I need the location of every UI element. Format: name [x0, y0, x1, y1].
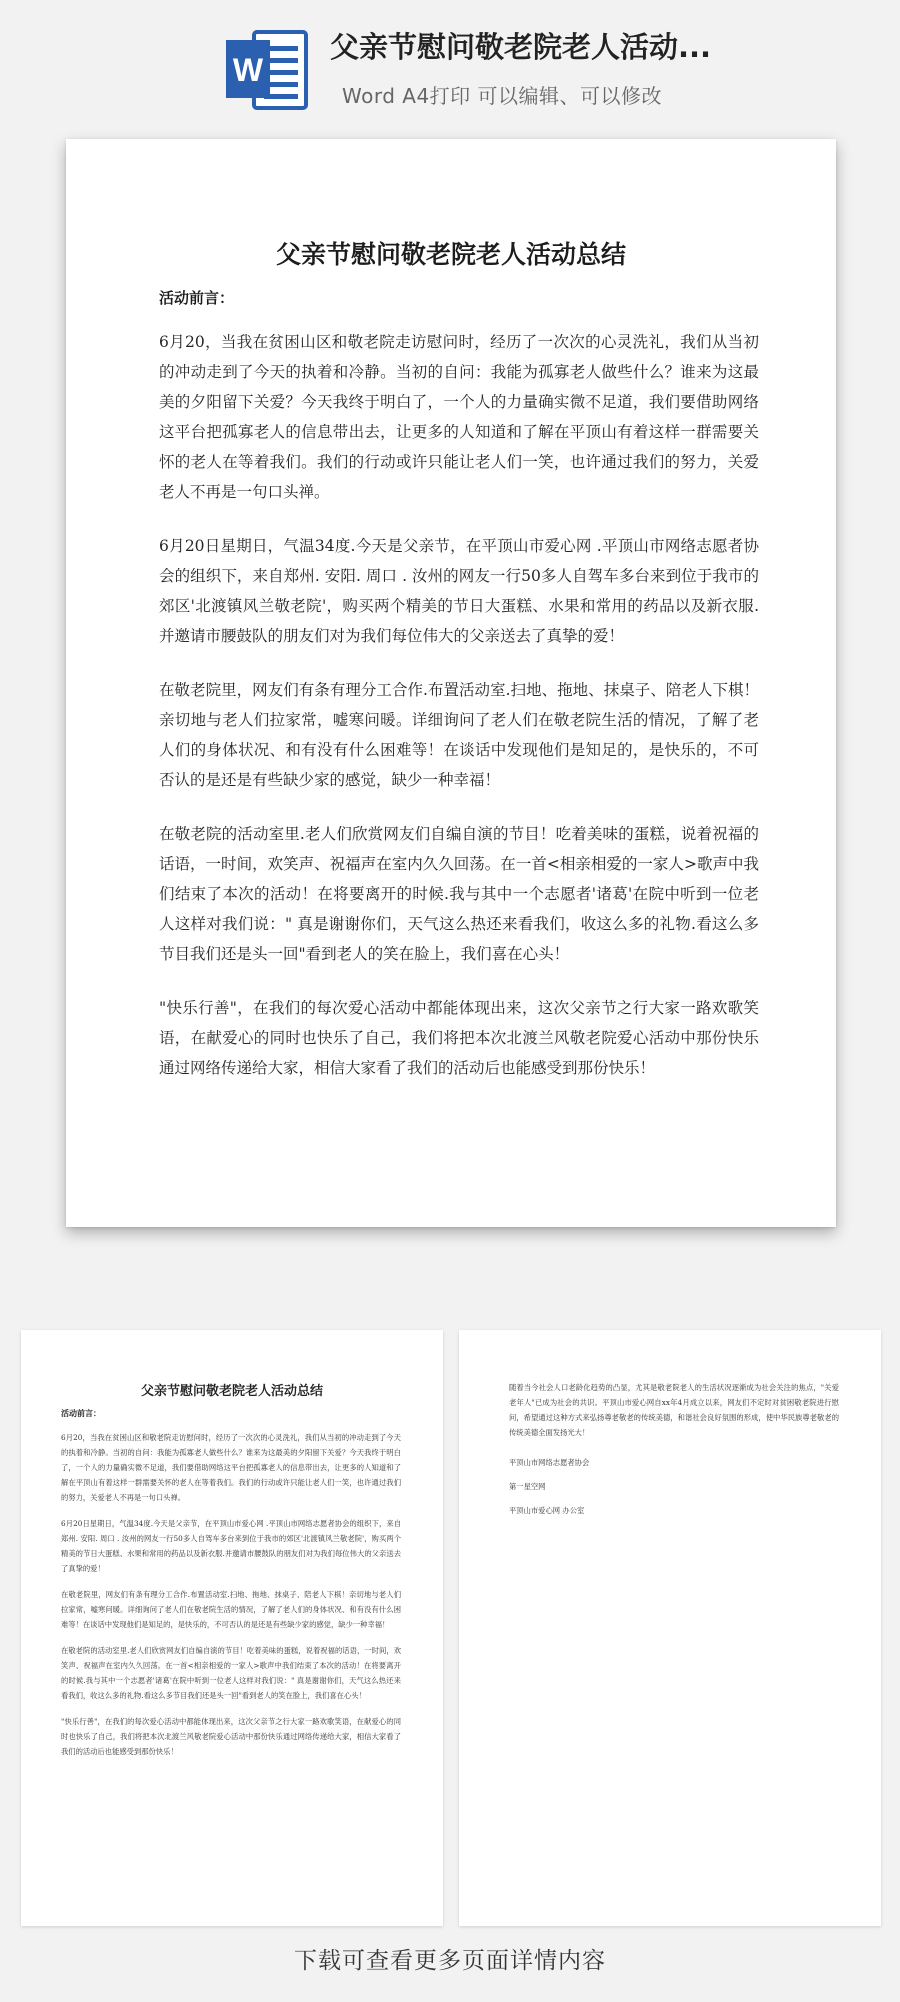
thumbnail-paragraph: 6月20，当我在贫困山区和敬老院走访慰问时，经历了一次次的心灵洗礼，我们从当初的冲动走到了今天的执着和冷静。当初的自问：我能为孤寡老人做些什么？谁来为这最美的夕阳留下关爱？今天我终于明白了，一个人的力量确实微不足道，我们要借助网络这平台把孤寡老人的信息带出去，让更多的人知道和了解在平顶山有着这样一群需要关怀的老人在等着我们。我们的行动或许只能让老人们一笑，也许通过我们的努力，关爱老人不再是一句口头禅。	[61, 1433, 401, 1502]
download-hint[interactable]: 下载可查看更多页面详情内容	[294, 1948, 606, 1974]
document-paragraph: 在敬老院里，网友们有条有理分工合作.布置活动室.扫地、拖地、抹桌子、陪老人下棋！亲切地与老人们拉家常，嘘寒问暖。详细询问了老人们在敬老院生活的情况，了解了老人们的身体状况、和有没有什么困难等！在谈话中发现他们是知足的，是快乐的，不可否认的是还是有些缺少家的感觉，缺少一种幸福！	[159, 681, 759, 789]
thumbnail-paragraph: 6月20日星期日，气温34度.今天是父亲节，在平顶山市爱心网 .平顶山市网络志愿者协会的组织下，来自郑州. 安阳. 周口 . 汝州的网友一行50多人自驾车多台来到位于我市的郊区'北渡镇风兰敬老院'，购买两个精美的节日大蛋糕、水果和常用的药品以及新衣服.并邀请市腰鼓队的朋友们对为我们每位伟大的父亲送去了真挚的爱！	[61, 1519, 401, 1573]
thumbnail-page2-body	[509, 1380, 839, 1440]
header	[0, 0, 900, 125]
page-2-thumbnail[interactable]	[459, 1330, 881, 1926]
thumbnail-body	[61, 1430, 401, 1770]
thumbnail-paragraph: 在敬老院的活动室里.老人们欣赏网友们自编自演的节目！吃着美味的蛋糕，说着祝福的话语，一时间，欢笑声、祝福声在室内久久回荡。在一首<相亲相爱的一家人>歌声中我们结束了本次的活动！在将要离开的时候.我与其中一个志愿者'诸葛'在院中听到一位老人这样对我们说：" 真是谢谢你们，天气这么热还来看我们，收这么多的礼物.看这么多节目我们还是头一回"看到老人的笑在脸上，我们喜在心头！	[61, 1646, 401, 1700]
document-paragraph: "快乐行善"，在我们的每次爱心活动中都能体现出来，这次父亲节之行大家一路欢歌笑语，在献爱心的同时也快乐了自己，我们将把本次北渡兰风敬老院爱心活动中那份快乐通过网络传递给大家，相信大家看了我们的活动后也能感受到那份快乐！	[159, 999, 759, 1077]
document-paragraph: 在敬老院的活动室里.老人们欣赏网友们自编自演的节目！吃着美味的蛋糕，说着祝福的话语，一时间，欢笑声、祝福声在室内久久回荡。在一首<相亲相爱的一家人>歌声中我们结束了本次的活动！在将要离开的时候.我与其中一个志愿者'诸葛'在院中听到一位老人这样对我们说：" 真是谢谢你们，天气这么热还来看我们，收这么多的礼物.看这么多节目我们还是头一回"看到老人的笑在脸上，我们喜在心头！	[159, 825, 759, 963]
signature-line: 第一星空网	[509, 1482, 546, 1491]
thumbnail-title: 父亲节慰问敬老院老人活动总结	[140, 1384, 323, 1399]
document-paragraph: 6月20日星期日，气温34度.今天是父亲节，在平顶山市爱心网 .平顶山市网络志愿者协会的组织下，来自郑州. 安阳. 周口 . 汝州的网友一行50多人自驾车多台来到位于我市的郊区'北渡镇风兰敬老院'，购买两个精美的节日大蛋糕、水果和常用的药品以及新衣服.并邀请市腰鼓队的朋友们对为我们每位伟大的父亲送去了真挚的爱！	[159, 537, 759, 645]
thumbnail-paragraph: 在敬老院里，网友们有条有理分工合作.布置活动室.扫地、拖地、抹桌子、陪老人下棋！亲切地与老人们拉家常，嘘寒问暖。详细询问了老人们在敬老院生活的情况，了解了老人们的身体状况、和有没有什么困难等！在谈话中发现他们是知足的，是快乐的，不可否认的是还是有些缺少家的感觉，缺少一种幸福！	[61, 1590, 401, 1629]
signature-line: 平顶山市网络志愿者协会	[509, 1458, 590, 1467]
document-paragraph: 6月20，当我在贫困山区和敬老院走访慰问时，经历了一次次的心灵洗礼，我们从当初的冲动走到了今天的执着和冷静。当初的自问：我能为孤寡老人做些什么？谁来为这最美的夕阳留下关爱？今天我终于明白了，一个人的力量确实微不足道，我们要借助网络这平台把孤寡老人的信息带出去，让更多的人知道和了解在平顶山有着这样一群需要关怀的老人在等着我们。我们的行动或许只能让老人们一笑，也许通过我们的努力，关爱老人不再是一句口头禅。	[159, 333, 759, 501]
document-body	[159, 327, 759, 1107]
header-title: 父亲节慰问敬老院老人活动...	[330, 30, 712, 64]
document-intro-label: 活动前言：	[159, 289, 235, 307]
page-1-thumbnail[interactable]	[21, 1330, 443, 1926]
thumbnail-intro-label: 活动前言：	[61, 1408, 101, 1418]
document-page-preview	[66, 139, 836, 1227]
word-doc-icon	[224, 26, 310, 114]
svg-text:W: W	[232, 52, 264, 88]
document-title: 父亲节慰问敬老院老人活动总结	[275, 240, 626, 269]
header-subtitle: Word A4打印 可以编辑、可以修改	[342, 84, 663, 108]
thumbnail-page2-paragraph: 随着当今社会人口老龄化趋势的凸显，尤其是敬老院老人的生活状况逐渐成为社会关注的焦点，"关爱老年人"已成为社会的共识。平顶山市爱心网自xx年4月成立以来，网友们不定时对贫困敬老院进行慰问，希望通过这种方式来弘扬尊老敬老的传统美德，和谐社会良好氛围的形成，使中华民族尊老敬老的传统美德全面发扬光大！	[509, 1383, 839, 1437]
thumbnail-paragraph: "快乐行善"，在我们的每次爱心活动中都能体现出来，这次父亲节之行大家一路欢歌笑语，在献爱心的同时也快乐了自己，我们将把本次北渡兰风敬老院爱心活动中那份快乐通过网络传递给大家，相信大家看了我们的活动后也能感受到那份快乐！	[61, 1717, 401, 1756]
signature-line: 平顶山市爱心网 办公室	[509, 1506, 585, 1515]
